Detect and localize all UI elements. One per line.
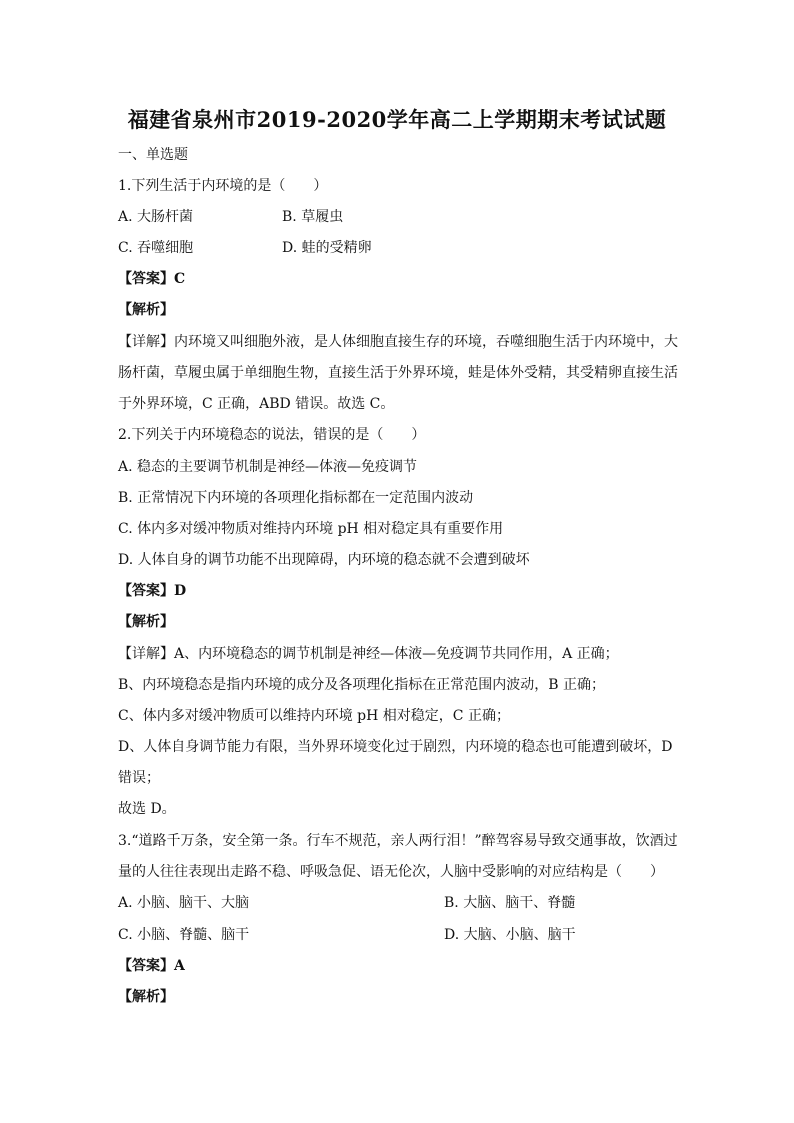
q2-answer: 【答案】D <box>118 583 187 599</box>
q3-stem-line: 量的人往往表现出走路不稳、呼吸急促、语无伦次，人脑中受影响的对应结构是（ ） <box>118 864 664 880</box>
q2-option-b: B. 正常情况下内环境的各项理化指标都在一定范围内波动 <box>118 490 474 506</box>
q1-option-c: C. 吞噬细胞 <box>118 240 194 256</box>
q1-option-a: A. 大肠杆菌 <box>118 209 194 225</box>
q3-stem-line: 3.“道路千万条，安全第一条。行车不规范，亲人两行泪！”醉驾容易导致交通事故，饮酒过 <box>118 833 678 849</box>
q1-option-b: B. 草履虫 <box>282 209 344 225</box>
q1-analysis-label: 【解析】 <box>118 302 174 318</box>
q1-stem: 1.下列生活于内环境的是（ ） <box>118 178 328 194</box>
q1-detail-line: 肠杆菌，草履虫属于单细胞生物，直接生活于外界环境，蛙是体外受精，其受精卵直接生活 <box>118 365 678 381</box>
q1-option-d: D. 蛙的受精卵 <box>282 240 372 256</box>
q2-detail-line: 错误； <box>118 770 160 786</box>
q1-detail-line: 于外界环境，C 正确，ABD 错误。故选 C。 <box>118 396 395 412</box>
q1-answer: 【答案】C <box>118 271 186 287</box>
q1-detail-line: 【详解】内环境又叫细胞外液，是人体细胞直接生存的环境，吞噬细胞生活于内环境中，大 <box>118 334 678 350</box>
q2-stem: 2.下列关于内环境稳态的说法，错误的是（ ） <box>118 427 426 443</box>
q2-option-c: C. 体内多对缓冲物质对维持内环境 pH 相对稳定具有重要作用 <box>118 521 504 537</box>
q3-option-c: C. 小脑、脊髓、脑干 <box>118 927 250 943</box>
q2-analysis-label: 【解析】 <box>118 614 174 630</box>
q2-detail-line: C、体内多对缓冲物质可以维持内环境 pH 相对稳定，C 正确； <box>118 708 510 724</box>
q2-option-d: D. 人体自身的调节功能不出现障碍，内环境的稳态就不会遭到破坏 <box>118 552 530 568</box>
q2-detail-line: B、内环境稳态是指内环境的成分及各项理化指标在正常范围内波动，B 正确； <box>118 677 606 693</box>
q2-option-a: A. 稳态的主要调节机制是神经—体液—免疫调节 <box>118 459 418 475</box>
q3-option-b: B. 大脑、脑干、脊髓 <box>444 895 576 911</box>
q3-analysis-label: 【解析】 <box>118 989 174 1005</box>
q3-option-a: A. 小脑、脑干、大脑 <box>118 895 250 911</box>
q2-detail-line: D、人体自身调节能力有限，当外界环境变化过于剧烈，内环境的稳态也可能遭到破坏，D <box>118 739 673 755</box>
section-heading: 一、单选题 <box>118 147 188 163</box>
q3-answer: 【答案】A <box>118 958 185 974</box>
q3-option-d: D. 大脑、小脑、脑干 <box>444 927 576 943</box>
q2-detail-line: 【详解】A、内环境稳态的调节机制是神经—体液—免疫调节共同作用，A 正确； <box>118 646 619 662</box>
document-title: 福建省泉州市2019-2020学年高二上学期期末考试试题 <box>127 107 667 132</box>
q2-detail-line: 故选 D。 <box>118 801 176 817</box>
